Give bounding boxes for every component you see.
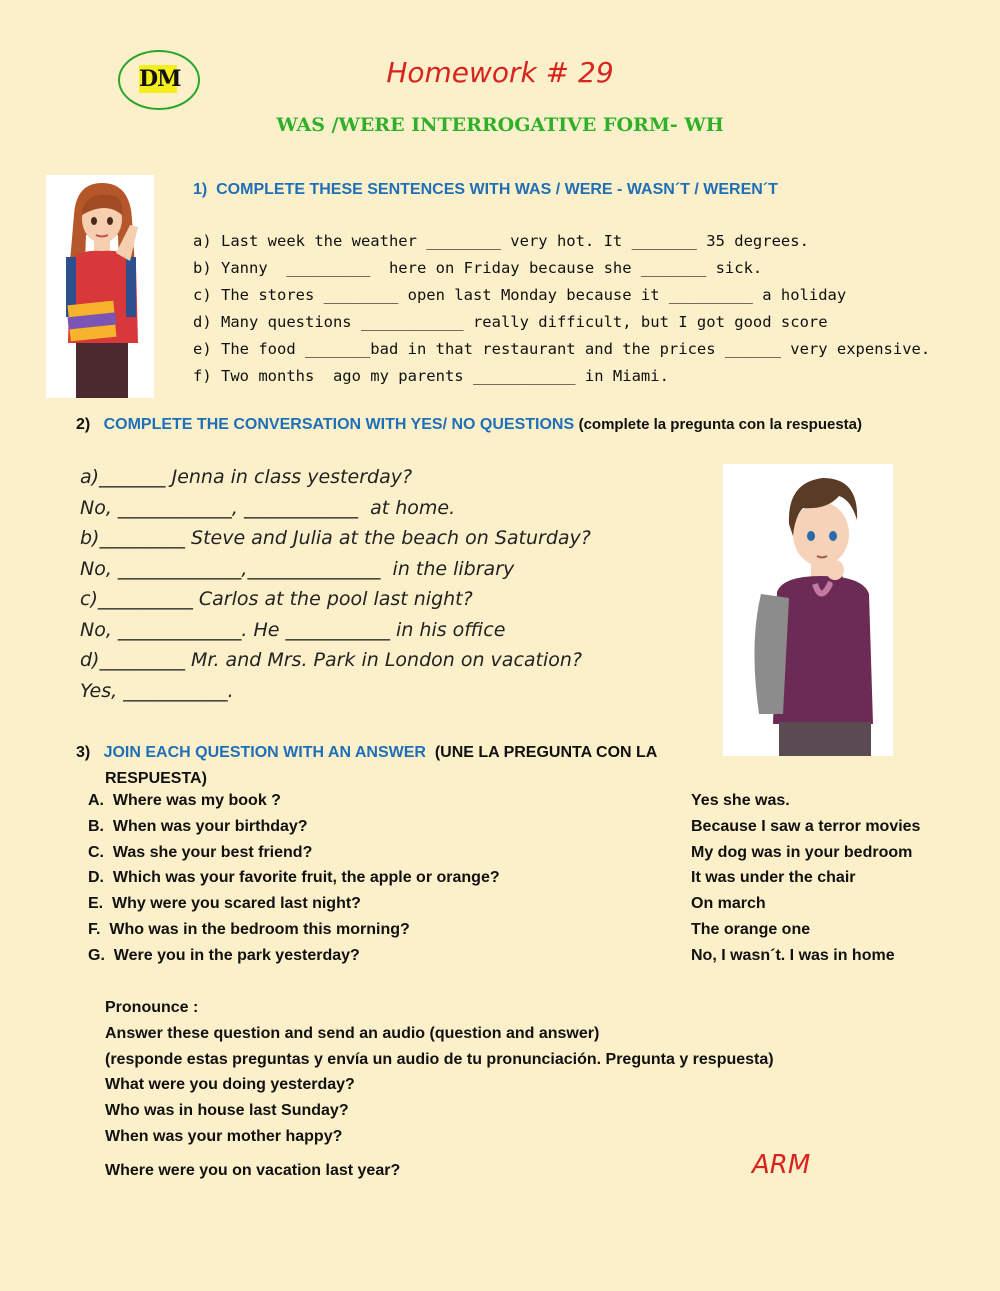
section1-title: COMPLETE THESE SENTENCES WITH WAS / WERE - WASN´T / WEREN´T — [216, 181, 778, 198]
conversation-line-6: No, _____________. He ___________ in his office — [80, 618, 506, 641]
answer-list — [691, 788, 920, 969]
question-c: C. Was she your best friend? — [88, 843, 313, 861]
pronounce-line-6: When was your mother happy? — [105, 1127, 343, 1145]
section1-heading — [193, 181, 778, 199]
boy-illustration — [723, 464, 893, 756]
pronounce-line-1: Pronounce : — [105, 999, 199, 1016]
pronounce-line-2: Answer these question and send an audio (question and answer) — [105, 1024, 600, 1042]
section2-title: COMPLETE THE CONVERSATION WITH YES/ NO QUESTIONS — [103, 416, 575, 433]
conversation-line-7: d)_________ Mr. and Mrs. Park in London on vacation? — [80, 649, 583, 671]
section3-title: JOIN EACH QUESTION WITH AN ANSWER — [103, 744, 426, 761]
sentence-e: e) The food _______bad in that restaurant and the prices ______ very expensive. — [193, 340, 931, 358]
answer-4: It was under the chair — [691, 869, 856, 887]
page-title: Homework # 29 — [386, 56, 614, 89]
section2-conversation — [80, 462, 591, 706]
question-g: G. Were you in the park yesterday? — [88, 946, 360, 964]
pronounce-line-5: Who was in house last Sunday? — [105, 1102, 349, 1120]
conversation-line-2: No, ____________, ____________ at home. — [80, 496, 456, 519]
pronounce-line-7: Where were you on vacation last year? — [105, 1161, 401, 1179]
conversation-line-8: Yes, ___________. — [80, 679, 234, 702]
signature: ARM — [752, 1150, 811, 1180]
question-b: B. When was your birthday? — [88, 817, 308, 835]
section2-number: 2) — [76, 416, 91, 433]
sentence-c: c) The stores ________ open last Monday because it _________ a holiday — [193, 286, 847, 304]
section3-note-2: RESPUESTA) — [105, 770, 207, 787]
answer-1: Yes she was. — [691, 792, 790, 809]
answer-2: Because I saw a terror movies — [691, 817, 921, 835]
question-d: D. Which was your favorite fruit, the apple or orange? — [88, 869, 500, 887]
sentence-f: f) Two months ago my parents ___________ in Miami. — [193, 367, 669, 385]
answer-7: No, I wasn´t. I was in home — [691, 946, 895, 964]
sentence-a: a) Last week the weather ________ very hot. It _______ 35 degrees. — [193, 232, 809, 250]
section2-note: (complete la pregunta con la respuesta) — [578, 416, 862, 433]
pronounce-line-4: What were you doing yesterday? — [105, 1076, 355, 1094]
conversation-line-1: a)_______ Jenna in class yesterday? — [80, 466, 413, 488]
answer-3: My dog was in your bedroom — [691, 843, 913, 861]
conversation-line-5: c)__________ Carlos at the pool last night? — [80, 588, 473, 610]
section2-heading — [76, 416, 862, 434]
conversation-line-4: No, _____________,______________ in the library — [80, 557, 515, 580]
pronounce-line-3: (responde estas preguntas y envía un audio de tu pronunciación. Pregunta y respuesta) — [105, 1050, 774, 1068]
section3-note-1: (UNE LA PREGUNTA CON LA — [434, 744, 658, 761]
section3-heading — [76, 740, 716, 792]
page-subtitle: WAS /WERE INTERROGATIVE FORM- WH — [276, 114, 724, 136]
question-a: A. Where was my book ? — [88, 792, 281, 809]
answer-5: On march — [691, 895, 766, 913]
answer-6: The orange one — [691, 920, 811, 938]
question-f: F. Who was in the bedroom this morning? — [88, 920, 410, 938]
girl-illustration — [46, 175, 154, 398]
section1-number: 1) — [193, 181, 208, 198]
question-list — [88, 788, 500, 969]
sentence-b: b) Yanny _________ here on Friday because she _______ sick. — [193, 259, 763, 277]
logo-text: DM — [139, 66, 181, 92]
section1-sentences — [193, 228, 930, 390]
sentence-d: d) Many questions ___________ really difficult, but I got good score — [193, 313, 828, 331]
question-e: E. Why were you scared last night? — [88, 895, 361, 913]
section3-number: 3) — [76, 744, 91, 761]
pronounce-section — [105, 995, 774, 1184]
conversation-line-3: b)_________ Steve and Julia at the beach on Saturday? — [80, 527, 591, 549]
